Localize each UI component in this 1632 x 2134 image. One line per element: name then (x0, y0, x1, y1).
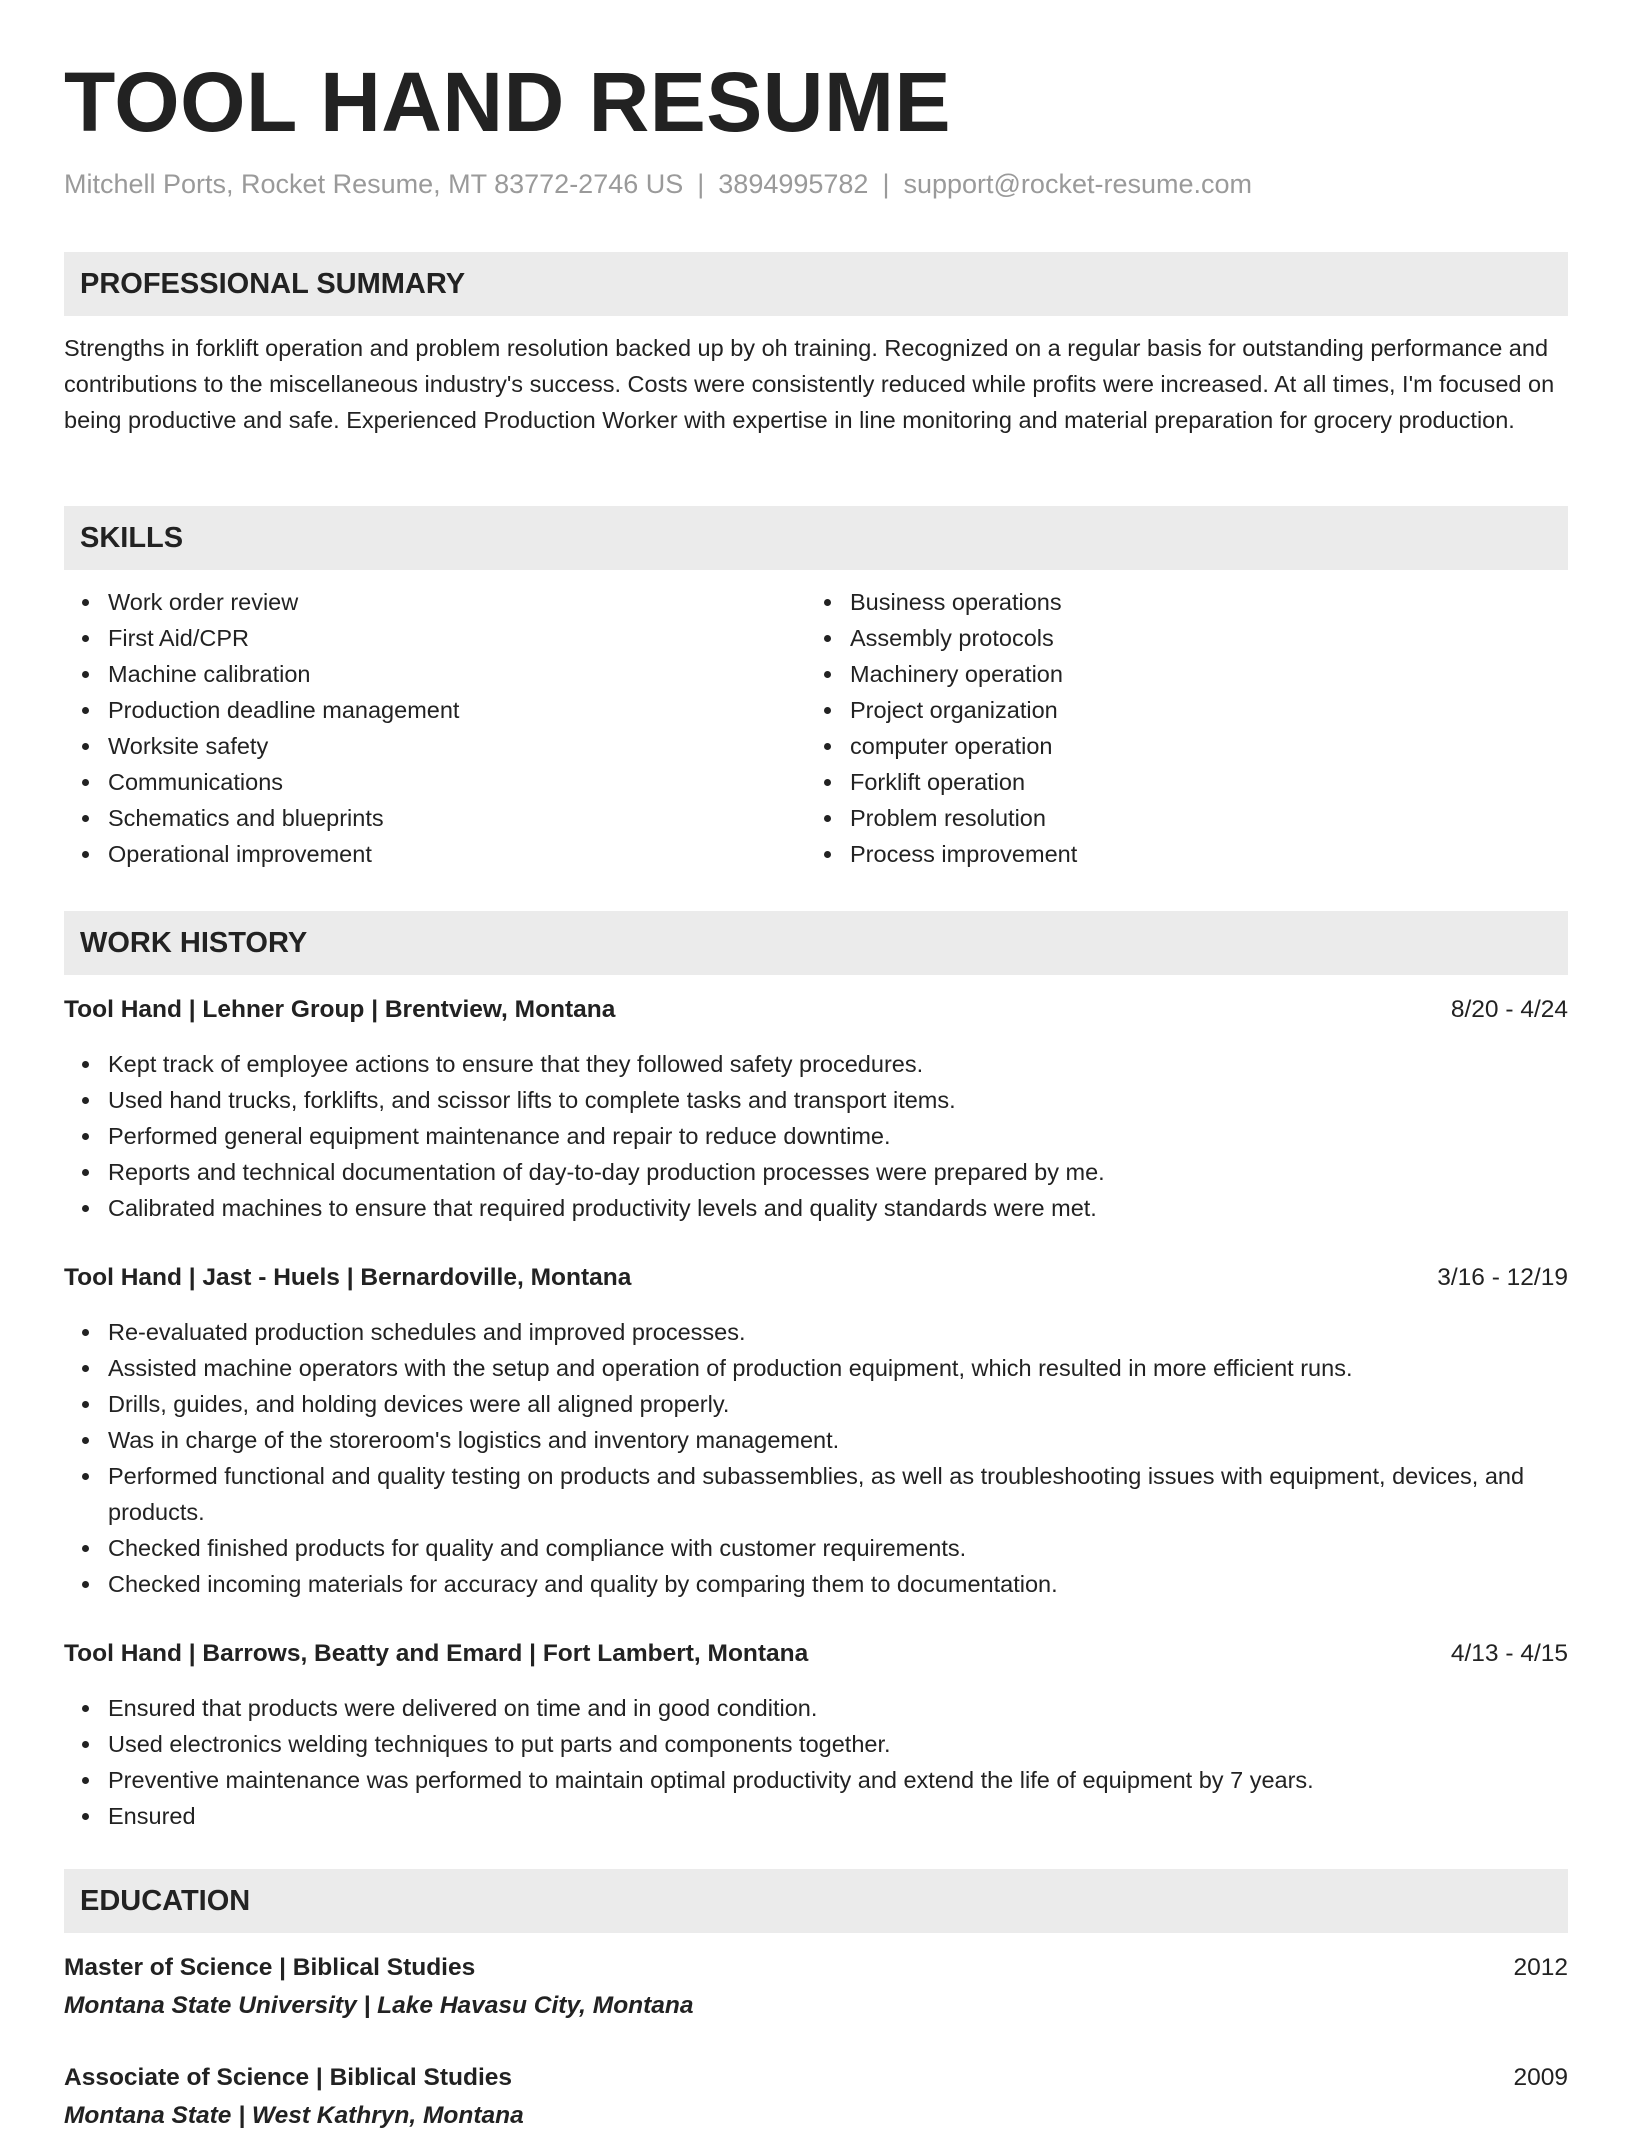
skill-item: Worksite safety (108, 728, 758, 764)
education-heading: EDUCATION (64, 1869, 1568, 1933)
skill-item: Schematics and blueprints (108, 800, 758, 836)
job-bullets (64, 1314, 1568, 1602)
job-bullet: Checked incoming materials for accuracy and quality by comparing them to documentation. (108, 1566, 1568, 1602)
job-bullet: Performed functional and quality testing on products and subassemblies, as well as troubleshooting issues with equipment, devices, and products. (108, 1458, 1568, 1530)
edu-degree: Associate of Science | Biblical Studies (64, 2064, 513, 2091)
job-bullet: Checked finished products for quality and compliance with customer requirements. (108, 1530, 1568, 1566)
skill-item: Assembly protocols (850, 620, 1550, 656)
contact-separator: | (882, 169, 890, 199)
job-bullet: Was in charge of the storeroom's logistics and inventory management. (108, 1422, 1568, 1458)
contact-separator: | (697, 169, 705, 199)
job-bullet: Performed general equipment maintenance and repair to reduce downtime. (108, 1118, 1568, 1154)
job-bullet: Calibrated machines to ensure that required productivity levels and quality standards were met. (108, 1190, 1568, 1226)
job-bullet: Used hand trucks, forklifts, and scissor lifts to complete tasks and transport items. (108, 1082, 1568, 1118)
contact-line (64, 166, 1252, 202)
skills-heading: SKILLS (64, 506, 1568, 570)
job-dates: 4/13 - 4/15 (1450, 1640, 1568, 1667)
skill-item: Business operations (850, 584, 1550, 620)
skill-item: Work order review (108, 584, 758, 620)
edu-year: 2012 (1513, 1954, 1568, 1981)
job-title: Tool Hand | Lehner Group | Brentview, Montana (64, 996, 616, 1023)
skill-item: Production deadline management (108, 692, 758, 728)
job-bullet: Re-evaluated production schedules and improved processes. (108, 1314, 1568, 1350)
job-bullets (64, 1690, 1568, 1834)
edu-school: Montana State University | Lake Havasu City, Montana (64, 1992, 694, 2019)
skill-item: Process improvement (850, 836, 1550, 872)
skill-item: computer operation (850, 728, 1550, 764)
skills-list-left (64, 584, 758, 872)
job-dates: 8/20 - 4/24 (1450, 996, 1568, 1023)
job-bullet: Reports and technical documentation of day-to-day production processes were prepared by me. (108, 1154, 1568, 1190)
job-bullet: Ensured (108, 1798, 1568, 1834)
skill-item: Operational improvement (108, 836, 758, 872)
edu-year: 2009 (1513, 2064, 1568, 2091)
job-title: Tool Hand | Barrows, Beatty and Emard | Fort Lambert, Montana (64, 1640, 809, 1667)
job-bullet: Drills, guides, and holding devices were all aligned properly. (108, 1386, 1568, 1422)
contact-address: Mitchell Ports, Rocket Resume, MT 83772-2746 US (64, 169, 684, 199)
job-bullet: Kept track of employee actions to ensure that they followed safety procedures. (108, 1046, 1568, 1082)
edu-degree: Master of Science | Biblical Studies (64, 1954, 476, 1981)
job-bullet: Ensured that products were delivered on time and in good condition. (108, 1690, 1568, 1726)
skills-list-right (806, 584, 1550, 872)
skill-item: Problem resolution (850, 800, 1550, 836)
job-title: Tool Hand | Jast - Huels | Bernardoville, Montana (64, 1264, 632, 1291)
skill-item: Communications (108, 764, 758, 800)
skill-item: Machine calibration (108, 656, 758, 692)
resume-title: TOOL HAND RESUME (64, 55, 951, 149)
skill-item: Machinery operation (850, 656, 1550, 692)
job-bullet: Assisted machine operators with the setup and operation of production equipment, which resulted in more efficient runs. (108, 1350, 1568, 1386)
job-bullet: Preventive maintenance was performed to maintain optimal productivity and extend the life of equipment by 7 years. (108, 1762, 1568, 1798)
job-bullet: Used electronics welding techniques to put parts and components together. (108, 1726, 1568, 1762)
skill-item: Forklift operation (850, 764, 1550, 800)
job-dates: 3/16 - 12/19 (1437, 1264, 1568, 1291)
contact-phone: 3894995782 (718, 169, 869, 199)
summary-text: Strengths in forklift operation and problem resolution backed up by oh training. Recognized on a regular basis for outstanding performance and contributions to the miscellaneous industry's success. Costs were consistently reduced while profits were increased. At all times, I'm focused on being productive and safe. Experienced Production Worker with expertise in line monitoring and material preparation for grocery production. (64, 335, 1555, 433)
work-heading: WORK HISTORY (64, 911, 1568, 975)
skill-item: Project organization (850, 692, 1550, 728)
edu-school: Montana State | West Kathryn, Montana (64, 2102, 524, 2129)
job-bullets (64, 1046, 1568, 1226)
summary-heading: PROFESSIONAL SUMMARY (64, 252, 1568, 316)
contact-email[interactable]: support@rocket-resume.com (903, 169, 1252, 199)
skill-item: First Aid/CPR (108, 620, 758, 656)
